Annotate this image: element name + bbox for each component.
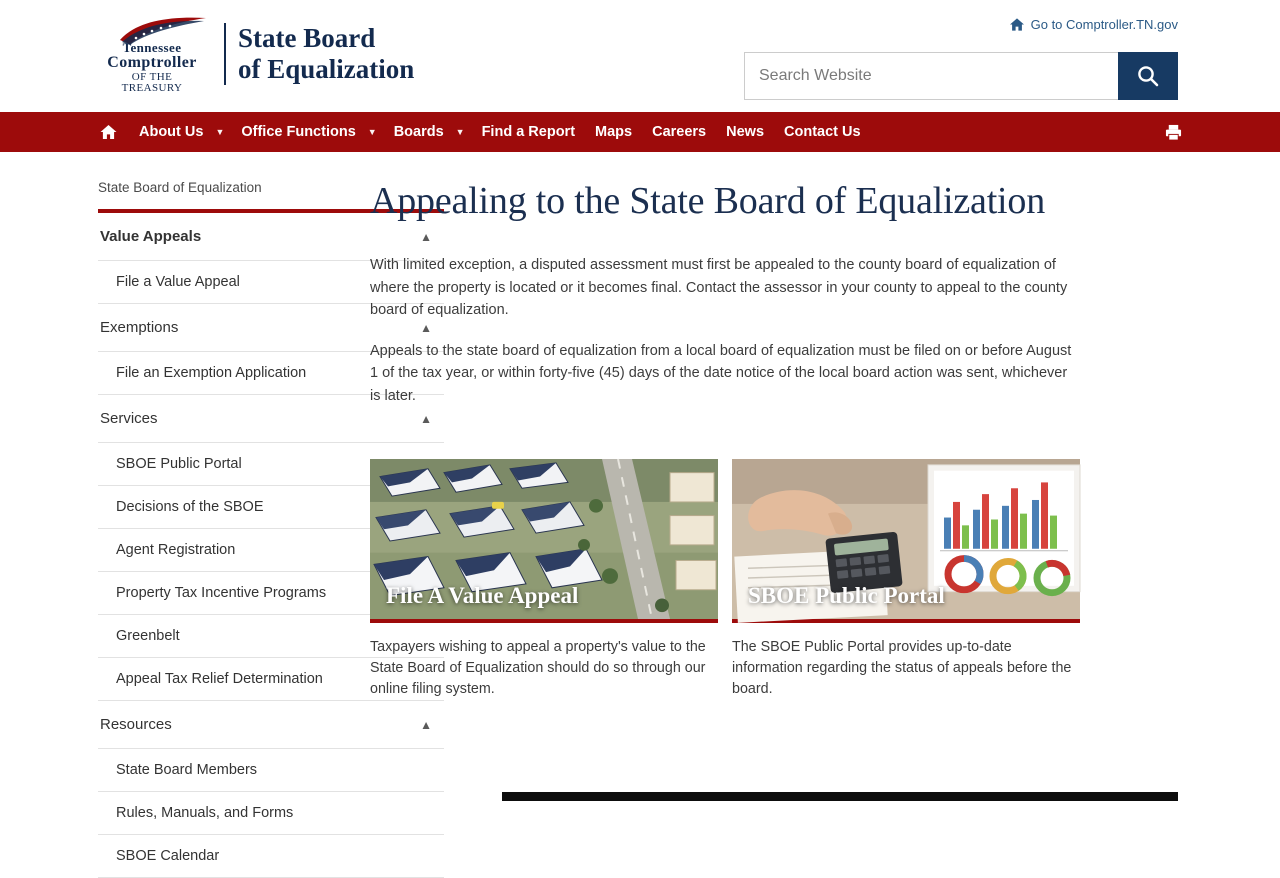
- sidebar-item-state-board-members[interactable]: State Board Members: [98, 749, 444, 792]
- sidebar-item-file-an-exemption-application[interactable]: File an Exemption Application: [98, 352, 444, 395]
- search-bar: [744, 52, 1178, 100]
- sidebar-item-sboe-public-portal[interactable]: SBOE Public Portal: [98, 443, 444, 486]
- card-sboe-public-portal[interactable]: [732, 459, 1080, 700]
- bottom-banner-strip: [502, 792, 1178, 801]
- chevron-down-icon[interactable]: ▼: [367, 127, 377, 137]
- seal-line-treasury: TREASURY: [121, 82, 183, 94]
- card-image[interactable]: [732, 459, 1080, 623]
- seal-line-of-the: OF THE: [131, 71, 173, 83]
- sidebar-item-appeal-tax-relief-determination[interactable]: Appeal Tax Relief Determination: [98, 658, 444, 701]
- nav-item-careers[interactable]: Careers: [652, 124, 707, 140]
- sidebar-item-agent-registration[interactable]: Agent Registration: [98, 529, 444, 572]
- main-content: [348, 152, 1280, 878]
- main-navigation: [0, 112, 1280, 152]
- page-title: Appealing to the State Board of Equalization: [370, 180, 1046, 222]
- nav-item-boards[interactable]: Boards: [393, 124, 444, 140]
- card-image[interactable]: [370, 459, 718, 623]
- print-icon: [1165, 124, 1182, 141]
- comptroller-seal-icon: [88, 14, 216, 94]
- nav-item-contact-us[interactable]: Contact Us: [784, 124, 861, 140]
- card-title: SBOE Public Portal: [748, 583, 945, 609]
- nav-item-find-a-report[interactable]: Find a Report: [481, 124, 576, 140]
- board-title-line1: State Board: [238, 22, 376, 53]
- chevron-up-icon: ▲: [420, 717, 432, 732]
- seal-line-comptroller: Comptroller: [107, 54, 197, 71]
- chevron-up-icon: ▲: [420, 320, 432, 335]
- sidebar-heading: State Board of Equalization: [98, 180, 262, 195]
- nav-item-news[interactable]: News: [726, 124, 765, 140]
- sidebar-group-label: Resources: [100, 716, 172, 733]
- sidebar-group-label: Exemptions: [100, 319, 179, 336]
- search-icon: [1136, 64, 1160, 88]
- board-title-line2: of Equalization: [238, 54, 415, 84]
- site-logo[interactable]: [88, 14, 414, 94]
- home-icon: [1010, 18, 1024, 31]
- go-to-comptroller-link[interactable]: [1010, 17, 1178, 32]
- sidebar-item-file-a-value-appeal[interactable]: File a Value Appeal: [98, 261, 444, 304]
- home-icon: [100, 125, 117, 139]
- chevron-up-icon: ▲: [420, 229, 432, 244]
- site-header: [0, 0, 1280, 112]
- go-to-comptroller-label: Go to Comptroller.TN.gov: [1030, 17, 1178, 32]
- print-page-button[interactable]: [1165, 112, 1182, 152]
- board-title: [238, 23, 414, 86]
- sidebar-item-greenbelt[interactable]: Greenbelt: [98, 615, 444, 658]
- intro-paragraph-2: Appeals to the state board of equalization from a local board of equalization must be filed on or before August 1 of the tax year, or within forty-five (45) days of the date notice of the local board action was sent, whichever is later.: [370, 342, 1072, 404]
- sidebar-item-property-tax-incentive-programs[interactable]: Property Tax Incentive Programs: [98, 572, 444, 615]
- nav-home-button[interactable]: [92, 112, 129, 152]
- chevron-down-icon[interactable]: ▼: [455, 127, 465, 137]
- page-body: [0, 152, 1280, 878]
- seal-line-tennessee: Tennessee: [122, 40, 182, 55]
- card-title: File A Value Appeal: [386, 583, 579, 609]
- chevron-down-icon[interactable]: ▼: [215, 127, 225, 137]
- search-input[interactable]: [744, 52, 1118, 100]
- sidebar-item-rules-manuals-and-forms[interactable]: Rules, Manuals, and Forms: [98, 792, 444, 835]
- card-description: Taxpayers wishing to appeal a property's value to the State Board of Equalization should do so through our online filing system.: [370, 639, 706, 698]
- sidebar: [0, 152, 432, 878]
- card-description: The SBOE Public Portal provides up-to-date information regarding the status of appeals before the board.: [732, 639, 1072, 698]
- nav-item-about-us[interactable]: About Us: [139, 124, 204, 140]
- nav-item-maps[interactable]: Maps: [595, 124, 633, 140]
- sidebar-item-decisions-of-the-sboe[interactable]: Decisions of the SBOE: [98, 486, 444, 529]
- sidebar-item-sboe-calendar[interactable]: SBOE Calendar: [98, 835, 444, 878]
- promo-cards: [370, 459, 1172, 700]
- sidebar-group-label: Value Appeals: [100, 228, 202, 245]
- nav-item-office-functions[interactable]: Office Functions: [241, 124, 356, 140]
- intro-paragraph-1: With limited exception, a disputed assessment must first be appealed to the county board of equalization of where the property is located or it becomes final. Contact the assessor in your county to appeal to the county board of equalization.: [370, 257, 1068, 319]
- search-button[interactable]: [1118, 52, 1178, 100]
- logo-divider: [224, 23, 226, 85]
- card-file-a-value-appeal[interactable]: [370, 459, 718, 700]
- sidebar-group-label: Services: [100, 410, 158, 427]
- chevron-up-icon: ▲: [420, 411, 432, 426]
